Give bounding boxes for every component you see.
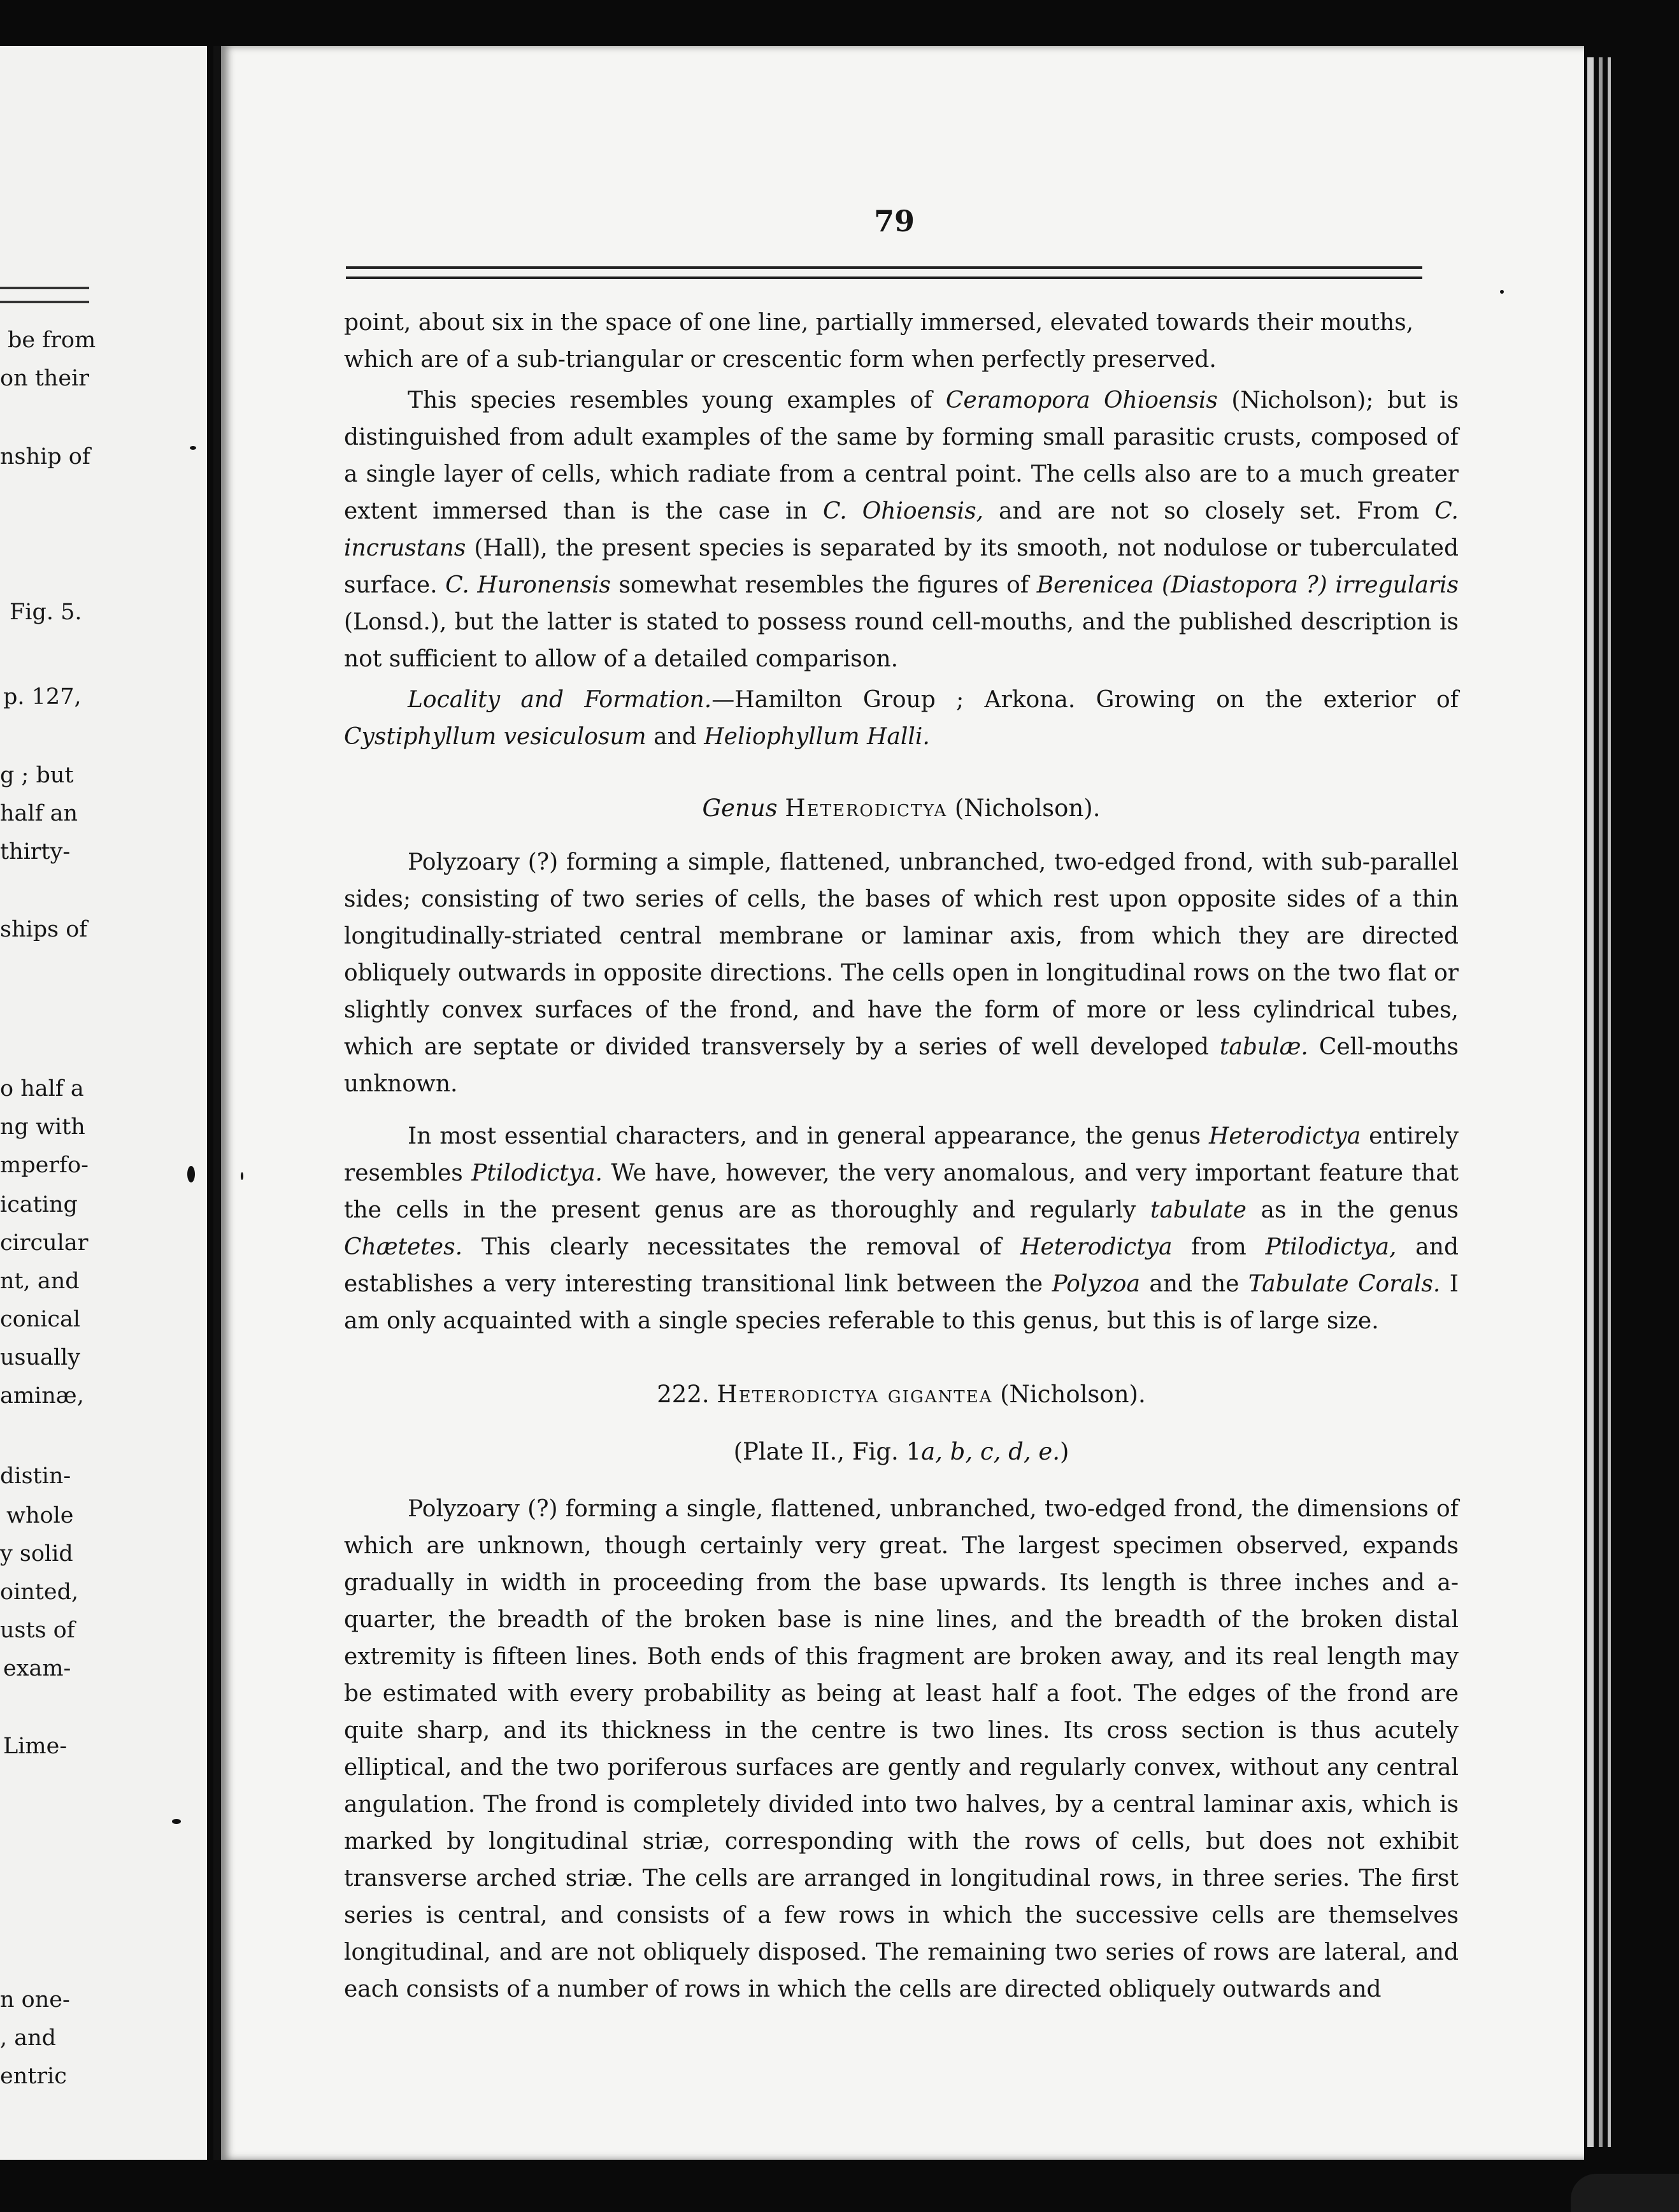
left-fragment: p. 127, [3,684,82,710]
paragraph [344,1118,1459,1340]
scan-speck [241,1172,243,1180]
book-gutter [213,46,221,2160]
comparison-paragraph [344,382,1459,678]
italic-run: C. Ohioensis, [822,498,983,524]
page-number: 79 [874,204,915,238]
left-fragment: ng with [0,1114,85,1140]
italic-run: Berenicea (Diastopora ?) irregularis [1036,572,1459,598]
text-run: somewhat resembles the figures of [610,572,1037,598]
left-facing-page [0,46,207,2160]
left-fragment: icating [0,1192,78,1217]
italic-run: Heterodictya [1020,1234,1173,1260]
locality-paragraph [344,682,1459,756]
scan-speck [1500,290,1504,294]
left-fragment: ointed, [0,1579,79,1605]
scan-blot [1571,2174,1679,2212]
continued-paragraph [344,305,1459,378]
left-fragment: usts of [0,1618,75,1643]
text-run: (Hall), the present species is separated by its smooth, not nodulose or tuberculated surface. [344,535,1459,598]
left-fragment: ships of [0,917,88,942]
text-run: Polyzoary (?) forming a simple, flattened, unbranched, two-edged frond, with sub-parallel sides; consisting of two series of cells, the bases of which rest upon opposite sides of a thin longitudinally-striated central membrane or laminar axis, from which they are directed obliquely outwards in opposite directions. The cells open in longitudinal rows on the two flat or slightly convex surfaces of the frond, and have the form of more or less cylindrical tubes, which are septate or divided transversely by a series of well developed [344,849,1459,1060]
left-fragment: exam- [3,1656,71,1681]
text-run: as in the genus [1246,1197,1459,1223]
text-run: and the [1140,1271,1248,1297]
text-run: (Nicholson). [954,794,1101,822]
italic-run: Tabulate Corals. [1248,1271,1441,1297]
left-fragment: circular [0,1230,89,1256]
italic-run: Chætetes. [344,1234,463,1260]
text-run: We have, however, the very anomalous, and very important feature that the cells in the present genus are as thoroughly and regularly [344,1160,1459,1223]
italic-run: tabulate [1150,1197,1247,1223]
text-run: (Nicholson). [1000,1381,1146,1408]
small-caps-run: Heterodictya [785,794,948,822]
species-description [344,1491,1459,2008]
text-run: and establishes a very interesting transitional link between the [344,1234,1459,1297]
plate-reference [344,1433,1459,1470]
italic-run: Ptilodictya. [471,1160,603,1186]
text-run: (Plate II., Fig. 1 [733,1438,922,1465]
text-run: —Hamilton Group ; Arkona. Growing on the exterior of [711,687,1459,713]
text-run: (Nicholson); but is distinguished from adult examples of the same by forming small parasitic crusts, composed of a single layer of cells, which radiate from a central point. The cells also are to a much greater extent immersed than is the case in [344,387,1459,524]
text-run: ) [1060,1438,1069,1465]
text-run: In most essential characters, and in general appearance, the genus [408,1123,1209,1149]
text-line: which are of a sub-triangular or crescentic form when perfectly preserved. [344,347,1217,373]
left-fragment: half an [0,801,78,826]
scan-speck [172,1819,181,1824]
header-rule [346,266,1422,279]
italic-run: Polyzoa [1052,1271,1140,1297]
italic-run: Locality and Formation. [408,687,712,713]
genus-remarks [344,1118,1459,1340]
italic-run: Cystiphyllum vesiculosum [344,724,647,750]
left-fragment: thirty- [0,839,71,865]
text-run: entirely resembles [344,1123,1459,1186]
text-run: 222. [657,1381,710,1408]
text-run: I am only acquainted with a single species referable to this genus, but this is of large size. [344,1271,1459,1334]
text-run: from [1172,1234,1266,1260]
paragraph [344,844,1459,1103]
left-fragment: nt, and [0,1268,80,1294]
left-fragment: g ; but [0,763,74,788]
paragraph [344,682,1459,756]
italic-run: Genus [702,794,778,822]
italic-run: Heterodictya [1208,1123,1361,1149]
scan-speck [190,446,196,450]
left-fragment: entric [0,2064,67,2089]
text-run: (Lonsd.), but the latter is stated to possess round cell-mouths, and the published description is not sufficient to allow of a detailed comparison. [344,609,1459,672]
paragraph: Polyzoary (?) forming a single, flattened, unbranched, two-edged frond, the dimensions of which are unknown, though certainly very great. The largest specimen observed, expands gradually in width in proceeding from the base upwards. Its length is three inches and a-quarter, the breadth of the broken base is nine lines, and the breadth of the broken distal extremity is fifteen lines. Both ends of this fragment are broken away, and its real length may be estimated with every probability as being at least half a foot. The edges of the frond are quite sharp, and its thickness in the centre is two lines. Its cross section is thus acutely elliptical, and the two poriferous surfaces are gently and regularly convex, without any central angulation. The frond is completely divided into two halves, by a central laminar axis, which is marked by longitudinal striæ, corresponding with the rows of cells, but does not exhibit transverse arched striæ. The cells are arranged in longitudinal rows, in three series. The first series is central, and consists of a few rows in which the successive cells are themselves longitudinal, and are not obliquely disposed. The remaining two series of rows are lateral, and each consists of a number of rows in which the cells are directed obliquely outwards and [344,1496,1459,2002]
text-line: point, about six in the space of one line, partially immersed, elevated towards their mouths, [344,310,1414,336]
text-run: Cell-mouths unknown. [344,1034,1459,1097]
paragraph [344,382,1459,678]
heading-line [344,790,1459,827]
left-page-rule [0,287,89,303]
left-fragment: , and [0,2025,57,2051]
left-fragment: y solid [0,1541,73,1567]
left-fragment: distin- [0,1463,71,1489]
left-fragment: Lime- [3,1734,68,1759]
text-run: This species resembles young examples of [408,387,946,413]
text-run: and [646,724,704,750]
text-run: This clearly necessitates the removal of [462,1234,1021,1260]
italic-run: tabulæ. [1219,1034,1308,1060]
page-edge [1587,57,1594,2147]
left-fragment: o half a [0,1076,84,1102]
scan-speck [187,1166,195,1182]
species-heading [344,1376,1459,1413]
left-fragment: usually [0,1345,81,1370]
page-edge [1599,57,1603,2147]
heading-line [344,1433,1459,1470]
left-fragment: mperfo- [0,1153,89,1178]
italic-run: C. Huronensis [445,572,611,598]
left-fragment: whole [6,1503,74,1528]
italic-run: C. incrustans [344,498,1459,561]
page-edge [1608,57,1611,2147]
italic-run: a, b, c, d, e. [921,1438,1060,1465]
left-fragment: be from [8,327,96,353]
left-fragment: nship of [0,444,90,470]
left-fragment: conical [0,1307,81,1332]
text-run: and are not so closely set. From [983,498,1435,524]
left-fragment: n one- [0,1987,70,2013]
heading-line [344,1376,1459,1413]
genus-description [344,844,1459,1103]
italic-run: Ceramopora Ohioensis [945,387,1218,413]
small-caps-run: Heterodictya gigantea [717,1381,993,1408]
genus-heading [344,790,1459,827]
italic-run: Ptilodictya, [1265,1234,1397,1260]
italic-run: Heliophyllum Halli. [704,724,930,750]
left-fragment: on their [0,366,89,391]
left-fragment: aminæ, [0,1383,84,1409]
left-fragment: Fig. 5. [10,600,82,625]
